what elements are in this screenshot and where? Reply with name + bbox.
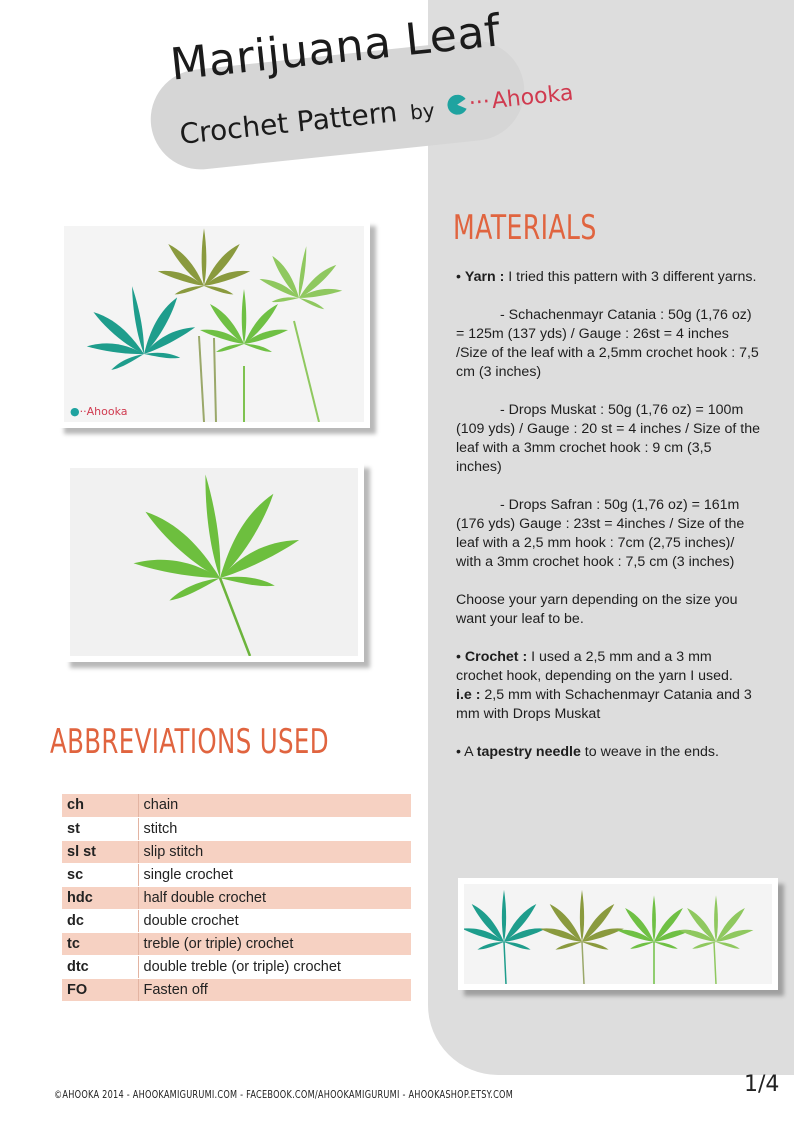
table-row bbox=[62, 932, 411, 955]
table-row bbox=[62, 863, 411, 886]
crochet-paragraph: • Crochet : I used a 2,5 mm and a 3 mm crochet hook, depending on the yarn I used. i.e : 2,5 mm with Schachenmayr Catania and 3 mm with Drops Muskat bbox=[456, 649, 752, 722]
table-row bbox=[62, 978, 411, 1001]
abbr-code: hdc bbox=[62, 886, 138, 909]
page-title: Marijuana Leaf bbox=[168, 5, 503, 91]
brand-name: Ahooka bbox=[490, 80, 575, 114]
abbr-meaning: half double crochet bbox=[138, 886, 411, 909]
subtitle-text: Crochet Pattern bbox=[178, 95, 399, 151]
yarn-option-1: - Schachenmayr Catania : 50g (1,76 oz) = 125m (137 yds) / Gauge : 26st = 4 inches /Size of the leaf with a 2,5mm crochet hook : 7,5 cm (3 inches) bbox=[456, 307, 759, 380]
choose-yarn-text: Choose your yarn depending on the size you want your leaf to be. bbox=[456, 592, 738, 627]
subtitle-by: by bbox=[408, 98, 436, 125]
table-row bbox=[62, 817, 411, 840]
abbr-meaning: Fasten off bbox=[138, 978, 411, 1001]
photo-caption: ●··Ahooka bbox=[70, 405, 128, 418]
photo-single-leaf bbox=[64, 462, 364, 662]
photo-leaf-row bbox=[458, 878, 778, 990]
photo-four-leaves bbox=[58, 220, 370, 428]
table-row bbox=[62, 794, 411, 817]
yarn-option-3: - Drops Safran : 50g (1,76 oz) = 161m (176 yds) Gauge : 23st = 4inches / Size of the leaf with a 2,5 mm hook : 7cm (2,75 inches)/ with a 3mm crochet hook : 7,5 cm (3 inches) bbox=[456, 497, 745, 570]
abbr-meaning: treble (or triple) crochet bbox=[138, 932, 411, 955]
leaves-illustration-1 bbox=[64, 226, 364, 422]
materials-heading: MATERIALS bbox=[453, 208, 597, 248]
table-row bbox=[62, 909, 411, 932]
abbr-code: dc bbox=[62, 909, 138, 932]
page-number: 1/4 bbox=[744, 1072, 780, 1097]
abbr-code: sc bbox=[62, 863, 138, 886]
abbreviations-table bbox=[62, 794, 411, 1002]
abbr-code: ch bbox=[62, 794, 138, 817]
abbreviations-heading: ABBREVIATIONS USED bbox=[50, 722, 329, 762]
materials-section bbox=[456, 268, 761, 781]
abbr-meaning: single crochet bbox=[138, 863, 411, 886]
abbr-meaning: double crochet bbox=[138, 909, 411, 932]
pacman-logo-icon bbox=[446, 94, 468, 116]
yarn-option-2: - Drops Muskat : 50g (1,76 oz) = 100m (109 yds) / Gauge : 20 st = 4 inches / Size of the leaf with a 3mm crochet hook : 9 cm (3,5 inches) bbox=[456, 402, 761, 475]
table-row bbox=[62, 840, 411, 863]
leaves-illustration-3 bbox=[464, 884, 772, 984]
page-footer: ©AHOOKA 2014 - AHOOKAMIGURUMI.COM - FACEBOOK.COM/AHOOKAMIGURUMI - AHOOKASHOP.ETSY.COM bbox=[54, 1089, 514, 1101]
abbr-code: FO bbox=[62, 978, 138, 1001]
brand-logo: ··· Ahooka bbox=[446, 80, 575, 118]
table-row bbox=[62, 955, 411, 978]
abbr-code: st bbox=[62, 817, 138, 840]
leaves-illustration-2 bbox=[70, 468, 358, 656]
abbr-code: dtc bbox=[62, 955, 138, 978]
abbr-meaning: slip stitch bbox=[138, 840, 411, 863]
abbr-meaning: double treble (or triple) crochet bbox=[138, 955, 411, 978]
yarn-paragraph: • Yarn : I tried this pattern with 3 different yarns. bbox=[456, 269, 757, 285]
table-row bbox=[62, 886, 411, 909]
abbr-code: tc bbox=[62, 932, 138, 955]
abbr-code: sl st bbox=[62, 840, 138, 863]
photo-caption-brand: Ahooka bbox=[86, 405, 128, 418]
needle-paragraph: • A tapestry needle to weave in the ends. bbox=[456, 744, 719, 760]
abbr-meaning: stitch bbox=[138, 817, 411, 840]
abbr-meaning: chain bbox=[138, 794, 411, 817]
